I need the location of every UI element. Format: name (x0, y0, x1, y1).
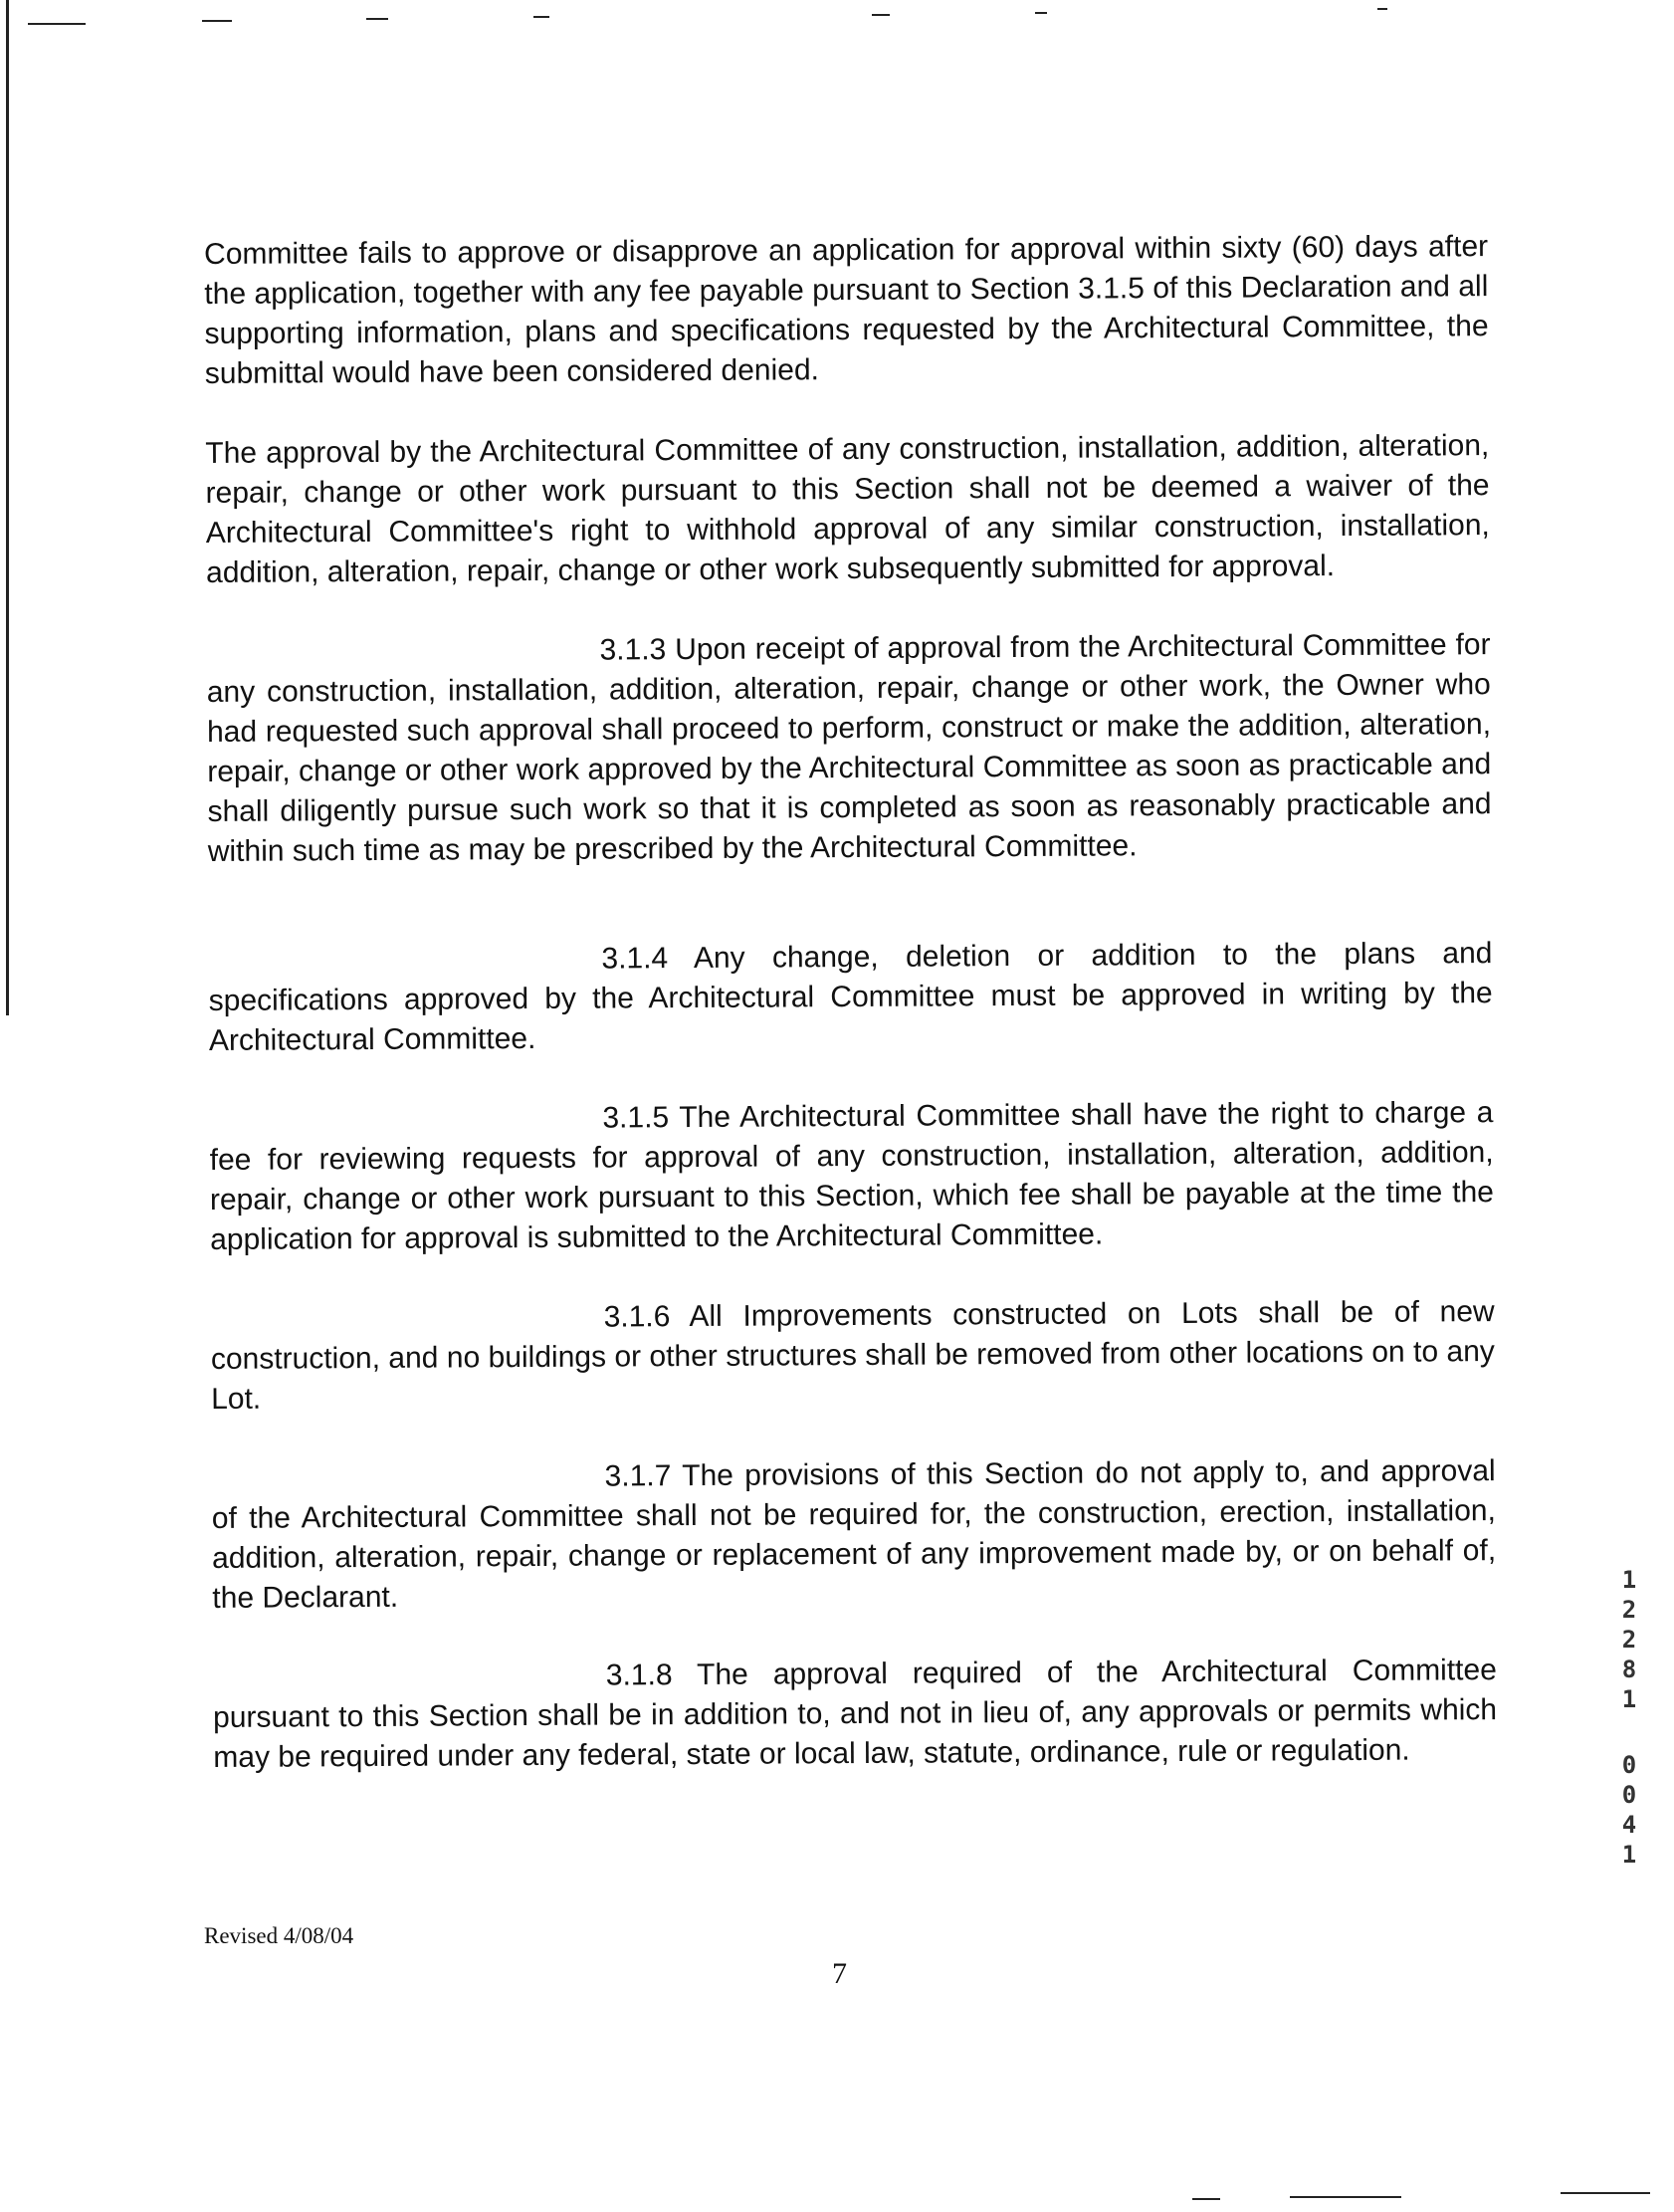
stamp-digit: 1 (1621, 1566, 1637, 1594)
scan-artifact-top-dash (872, 14, 890, 16)
revision-date: Revised 4/08/04 (204, 1923, 354, 1948)
section-number: 3.1.8 (605, 1659, 673, 1692)
section-text: The Architectural Committee shall have the right to charge a fee for reviewing requests for approval of any construction, installation, alteration, addition, repair, change or other work pursuant to this Section, which fee shall be payable at the time the application for approval is submitted to the Architectural Committee. (209, 1096, 1494, 1256)
scan-artifact-top-dash (533, 16, 549, 18)
paragraph-approval-waiver (205, 426, 1490, 593)
section-number: 3.1.6 (603, 1300, 671, 1334)
stamp-digit: 0 (1621, 1751, 1637, 1779)
section-text: The approval required of the Architectural Committee pursuant to this Section shall be in addition to, and not in lieu of, any approvals or permits which may be required under any federal, state or local law, statute, ordinance, rule or regulation. (212, 1654, 1498, 1774)
scan-artifact-bottom-dash (1192, 2198, 1220, 2200)
scan-artifact-bottom-dash (1561, 2192, 1650, 2194)
paragraph-text: Committee fails to approve or disapprove an application for approval within sixty (60) days after the application, together with any fee payable pursuant to Section 3.1.5 of this Declaration and all supporting information, plans and specifications requested by the Architectural Committee, the submittal would have been considered denied. (204, 230, 1489, 390)
section-text: Upon receipt of approval from the Architectural Committee for any construction, installation, addition, alteration, repair, change or other work, the Owner who had requested such approval shall proceed to perform, construct or make the addition, alteration, repair, change or other work approved by the Architectural Committee as soon as practicable and shall diligently pursue such work so that it is completed as soon as reasonably practicable and within such time as may be prescribed by the Architectural Committee. (206, 628, 1492, 868)
stamp-digit: 2 (1621, 1626, 1637, 1654)
document-body (204, 227, 1498, 1818)
stamp-digit: 8 (1621, 1656, 1637, 1683)
section-text: All Improvements constructed on Lots shall be of new construction, and no buildings or other structures shall be removed from other locations on to any Lot. (210, 1295, 1495, 1416)
scan-artifact-top-dash (1377, 8, 1387, 10)
stamp-digit: 2 (1621, 1596, 1637, 1624)
section-3-1-4 (208, 934, 1493, 1061)
recording-stamp (1612, 1565, 1646, 1870)
scan-artifact-top-dash (366, 18, 388, 20)
section-number: 3.1.4 (601, 942, 669, 976)
paragraph-continuation (204, 227, 1489, 394)
section-3-1-8 (213, 1651, 1498, 1778)
scan-artifact-top-dash (1035, 12, 1047, 14)
scan-artifact-top-dash (28, 23, 86, 25)
scan-artifact-left-border (6, 0, 9, 1015)
section-text: Any change, deletion or addition to the plans and specifications approved by the Architectural Committee must be approved in writing by the Architectural Committee. (208, 937, 1493, 1057)
stamp-spacer (1612, 1714, 1646, 1750)
section-number: 3.1.5 (602, 1101, 670, 1135)
section-number: 3.1.3 (599, 633, 667, 667)
stamp-digit: 1 (1621, 1685, 1637, 1713)
section-3-1-3 (206, 625, 1491, 872)
page-number: 7 (832, 1957, 847, 1990)
stamp-digit: 4 (1621, 1811, 1637, 1839)
section-3-1-5 (209, 1093, 1494, 1260)
scan-artifact-top-dash (202, 20, 232, 22)
section-3-1-6 (211, 1292, 1496, 1420)
section-number: 3.1.7 (604, 1459, 672, 1493)
paragraph-text: The approval by the Architectural Committee of any construction, installation, addition, alteration, repair, change or other work pursuant to this Section shall not be deemed a waiver of the Architectural Committee's right to withhold approval of any similar construction, installation, addition, alteration, repair, change or other work subsequently submitted for approval. (205, 429, 1490, 589)
stamp-digit: 0 (1621, 1781, 1637, 1809)
section-3-1-7 (212, 1451, 1497, 1619)
stamp-digit: 1 (1621, 1841, 1637, 1869)
scan-artifact-bottom-dash (1290, 2196, 1401, 2198)
section-text: The provisions of this Section do not apply to, and approval of the Architectural Committee shall not be required for, the construction, erection, installation, addition, alteration, repair, change or replacement of any improvement made by, or on behalf of, the Declarant. (211, 1454, 1497, 1615)
